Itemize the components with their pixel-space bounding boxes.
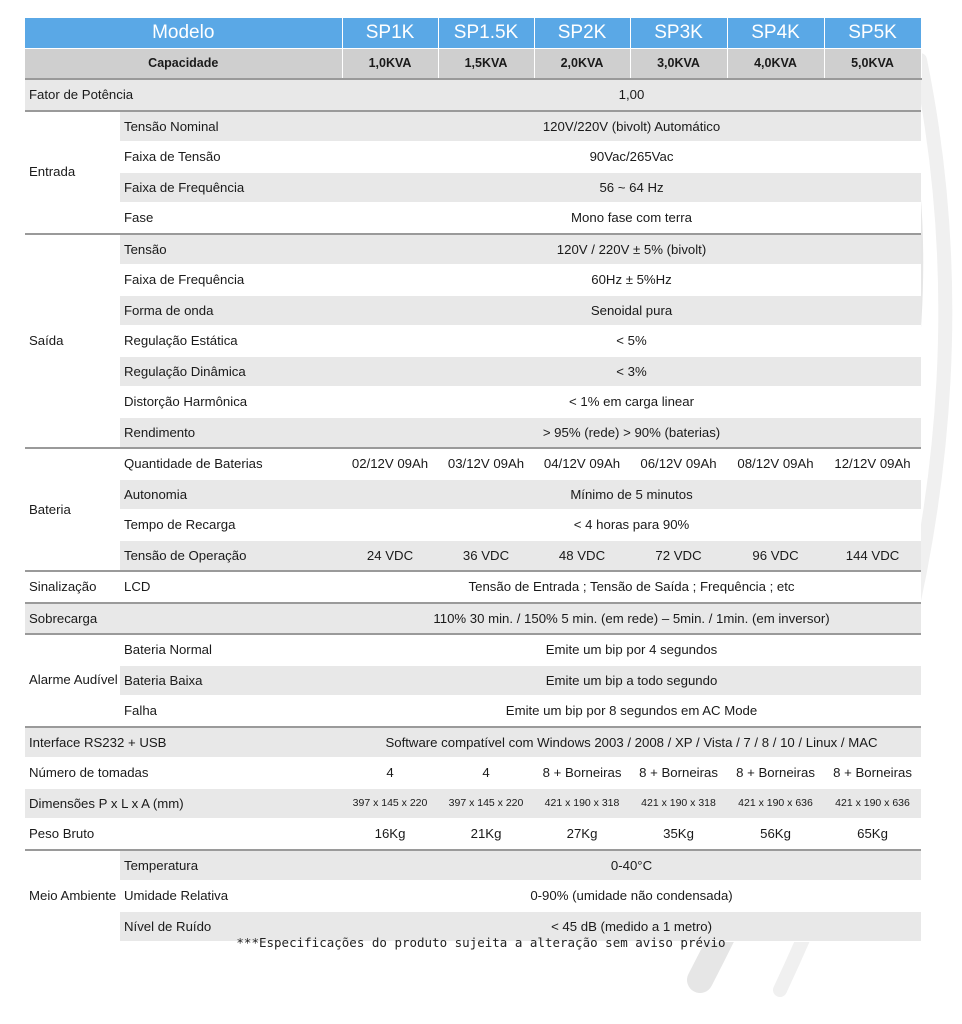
param-value: 0-90% (umidade não condensada) xyxy=(342,881,921,912)
capacity-value: 5,0KVA xyxy=(824,48,921,79)
outlets-label: Número de tomadas xyxy=(25,758,342,789)
table-row xyxy=(25,881,921,912)
table-row xyxy=(25,356,921,387)
capacity-label: Capacidade xyxy=(25,48,342,79)
table-row xyxy=(25,387,921,418)
model-name: SP1K xyxy=(342,18,438,48)
dimensions-value: 421 x 190 x 636 xyxy=(824,788,921,819)
table-row xyxy=(25,448,921,479)
param-label: Bateria Baixa xyxy=(120,665,342,696)
group-label-alarme: Alarme Audível xyxy=(25,634,120,727)
power-factor-row xyxy=(25,79,921,111)
table-row xyxy=(25,696,921,727)
param-label: Regulação Dinâmica xyxy=(120,356,342,387)
table-row xyxy=(25,603,921,635)
param-value: 0-40°C xyxy=(342,850,921,881)
param-label: Temperatura xyxy=(120,850,342,881)
param-label: Distorção Harmônica xyxy=(120,387,342,418)
operating-voltage: 48 VDC xyxy=(534,540,630,571)
operating-voltage: 24 VDC xyxy=(342,540,438,571)
model-name: SP1.5K xyxy=(438,18,534,48)
battery-quantity: 08/12V 09Ah xyxy=(727,448,824,479)
outlets-value: 4 xyxy=(438,758,534,789)
group-label-meio-ambiente: Meio Ambiente xyxy=(25,850,120,942)
battery-quantity: 02/12V 09Ah xyxy=(342,448,438,479)
operating-voltage: 96 VDC xyxy=(727,540,824,571)
group-label-entrada: Entrada xyxy=(25,111,120,234)
capacity-value: 1,0KVA xyxy=(342,48,438,79)
param-label: Nível de Ruído xyxy=(120,911,342,942)
param-label: Forma de onda xyxy=(120,295,342,326)
table-row xyxy=(25,788,921,819)
table-row xyxy=(25,727,921,758)
param-value: 90Vac/265Vac xyxy=(342,142,921,173)
outlets-value: 4 xyxy=(342,758,438,789)
table-row xyxy=(25,540,921,571)
power-factor-label: Fator de Potência xyxy=(25,79,342,111)
capacity-value: 3,0KVA xyxy=(630,48,727,79)
param-value: < 5% xyxy=(342,326,921,357)
dimensions-value: 421 x 190 x 318 xyxy=(534,788,630,819)
param-label: Fase xyxy=(120,203,342,234)
param-label: Bateria Normal xyxy=(120,634,342,665)
param-label: Tempo de Recarga xyxy=(120,510,342,541)
param-value: 120V/220V (bivolt) Automático xyxy=(342,111,921,142)
footnote: ***Especificações do produto sujeita a alteração sem aviso prévio xyxy=(236,935,726,950)
weight-value: 27Kg xyxy=(534,819,630,850)
group-label-sinalizacao: Sinalização xyxy=(25,571,120,603)
weight-value: 56Kg xyxy=(727,819,824,850)
table-row xyxy=(25,111,921,142)
outlets-value: 8 + Borneiras xyxy=(534,758,630,789)
table-row xyxy=(25,142,921,173)
dimensions-value: 421 x 190 x 636 xyxy=(727,788,824,819)
table-row xyxy=(25,295,921,326)
dimensions-value: 397 x 145 x 220 xyxy=(438,788,534,819)
table-row xyxy=(25,634,921,665)
weight-value: 35Kg xyxy=(630,819,727,850)
param-value: Mono fase com terra xyxy=(342,203,921,234)
model-name: SP2K xyxy=(534,18,630,48)
battery-quantity: 03/12V 09Ah xyxy=(438,448,534,479)
capacity-value: 4,0KVA xyxy=(727,48,824,79)
table-row xyxy=(25,203,921,234)
battery-quantity: 04/12V 09Ah xyxy=(534,448,630,479)
table-row xyxy=(25,479,921,510)
capacity-value: 1,5KVA xyxy=(438,48,534,79)
param-label: Tensão de Operação xyxy=(120,540,342,571)
param-label: Tensão Nominal xyxy=(120,111,342,142)
param-label: Regulação Estática xyxy=(120,326,342,357)
power-factor-value: 1,00 xyxy=(342,79,921,111)
param-value: Emite um bip a todo segundo xyxy=(342,665,921,696)
overload-label: Sobrecarga xyxy=(25,603,342,635)
param-value: 120V / 220V ± 5% (bivolt) xyxy=(342,234,921,265)
param-label: Faixa de Frequência xyxy=(120,265,342,296)
weight-value: 21Kg xyxy=(438,819,534,850)
param-label: Faixa de Frequência xyxy=(120,172,342,203)
table-row xyxy=(25,417,921,448)
model-name: SP4K xyxy=(727,18,824,48)
param-value: 60Hz ± 5%Hz xyxy=(342,265,921,296)
dimensions-label: Dimensões P x L x A (mm) xyxy=(25,788,342,819)
spec-table xyxy=(25,18,922,942)
outlets-value: 8 + Borneiras xyxy=(824,758,921,789)
operating-voltage: 144 VDC xyxy=(824,540,921,571)
param-label: Falha xyxy=(120,696,342,727)
weight-value: 65Kg xyxy=(824,819,921,850)
operating-voltage: 72 VDC xyxy=(630,540,727,571)
table-row xyxy=(25,234,921,265)
param-value: Tensão de Entrada ; Tensão de Saída ; Frequência ; etc xyxy=(342,571,921,603)
param-label: LCD xyxy=(120,571,342,603)
param-value: Mínimo de 5 minutos xyxy=(342,479,921,510)
group-label-saida: Saída xyxy=(25,234,120,449)
param-value: > 95% (rede) > 90% (baterias) xyxy=(342,417,921,448)
battery-quantity: 06/12V 09Ah xyxy=(630,448,727,479)
dimensions-value: 421 x 190 x 318 xyxy=(630,788,727,819)
param-value: Emite um bip por 8 segundos em AC Mode xyxy=(342,696,921,727)
table-row xyxy=(25,326,921,357)
operating-voltage: 36 VDC xyxy=(438,540,534,571)
param-label: Quantidade de Baterias xyxy=(120,448,342,479)
param-value: < 4 horas para 90% xyxy=(342,510,921,541)
param-label: Umidade Relativa xyxy=(120,881,342,912)
param-value: Senoidal pura xyxy=(342,295,921,326)
table-row xyxy=(25,571,921,603)
table-row xyxy=(25,665,921,696)
param-value: < 1% em carga linear xyxy=(342,387,921,418)
weight-label: Peso Bruto xyxy=(25,819,342,850)
param-label: Rendimento xyxy=(120,417,342,448)
table-row xyxy=(25,819,921,850)
interface-value: Software compatível com Windows 2003 / 2008 / XP / Vista / 7 / 8 / 10 / Linux / MAC xyxy=(342,727,921,758)
param-value: Emite um bip por 4 segundos xyxy=(342,634,921,665)
param-value: < 45 dB (medido a 1 metro) xyxy=(342,911,921,942)
interface-label: Interface RS232 + USB xyxy=(25,727,342,758)
param-value: < 3% xyxy=(342,356,921,387)
header-row xyxy=(25,18,921,48)
outlets-value: 8 + Borneiras xyxy=(630,758,727,789)
table-row xyxy=(25,172,921,203)
group-label-bateria: Bateria xyxy=(25,448,120,571)
table-row xyxy=(25,510,921,541)
param-label: Faixa de Tensão xyxy=(120,142,342,173)
param-label: Tensão xyxy=(120,234,342,265)
table-row xyxy=(25,850,921,881)
param-label: Autonomia xyxy=(120,479,342,510)
dimensions-value: 397 x 145 x 220 xyxy=(342,788,438,819)
outlets-value: 8 + Borneiras xyxy=(727,758,824,789)
table-row xyxy=(25,265,921,296)
weight-value: 16Kg xyxy=(342,819,438,850)
model-name: SP3K xyxy=(630,18,727,48)
capacity-row xyxy=(25,48,921,79)
model-name: SP5K xyxy=(824,18,921,48)
model-label: Modelo xyxy=(25,18,342,48)
capacity-value: 2,0KVA xyxy=(534,48,630,79)
battery-quantity: 12/12V 09Ah xyxy=(824,448,921,479)
table-row xyxy=(25,758,921,789)
param-value: 56 ~ 64 Hz xyxy=(342,172,921,203)
overload-value: 110% 30 min. / 150% 5 min. (em rede) – 5min. / 1min. (em inversor) xyxy=(342,603,921,635)
